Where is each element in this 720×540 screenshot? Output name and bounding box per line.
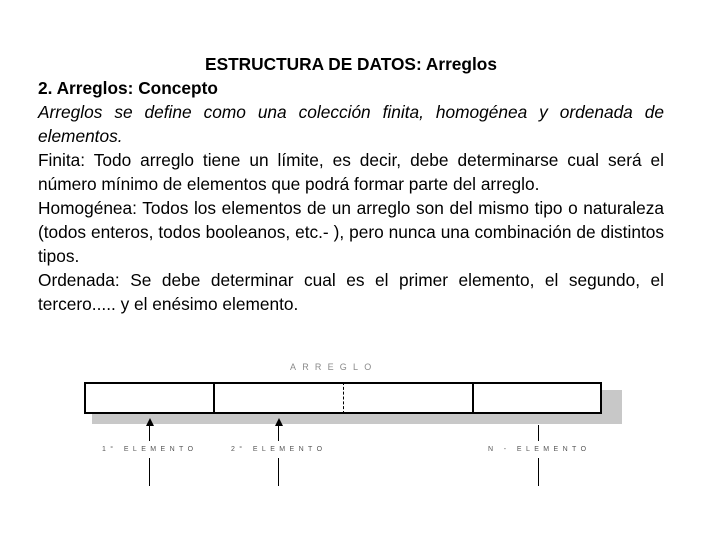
arrow-head-2 — [275, 418, 283, 426]
arrow-head-1 — [146, 418, 154, 426]
arrow-line-1-bottom — [149, 458, 150, 486]
finita-paragraph: Finita: Todo arreglo tiene un límite, es decir, debe determinarse cual será el número mínimo de elementos que podrá formar parte del arreglo. — [38, 150, 664, 194]
definition-paragraph: Arreglos se define como una colección finita, homogénea y ordenada de elementos. — [38, 102, 664, 146]
homogenea-paragraph: Homogénea: Todos los elementos de un arreglo son del mismo tipo o naturaleza (todos enteros, todos booleanos, etc.- ), pero nunca una combinación de distintos tipos. — [38, 198, 664, 266]
arrow-line-2-top — [278, 425, 279, 441]
cell-divider-1 — [213, 382, 215, 414]
cell-divider-2 — [343, 382, 344, 414]
arrow-line-3-bottom — [538, 458, 539, 486]
arrow-line-1-top — [149, 425, 150, 441]
arrow-line-2-bottom — [278, 458, 279, 486]
section-heading: 2. Arreglos: Concepto — [38, 78, 218, 98]
cell-dashed-bottom — [344, 412, 472, 413]
element-label-n: N - ELEMENTO — [488, 446, 591, 453]
cell-divider-3 — [472, 382, 474, 414]
arrow-line-3-top — [538, 425, 539, 441]
ordenada-paragraph: Ordenada: Se debe determinar cual es el primer elemento, el segundo, el tercero..... y el enésimo elemento. — [38, 270, 664, 314]
slide-title: ESTRUCTURA DE DATOS: Arreglos — [205, 54, 497, 74]
array-label: ARREGLO — [290, 362, 378, 372]
element-label-2: 2° ELEMENTO — [231, 446, 327, 453]
element-label-1: 1° ELEMENTO — [102, 446, 198, 453]
